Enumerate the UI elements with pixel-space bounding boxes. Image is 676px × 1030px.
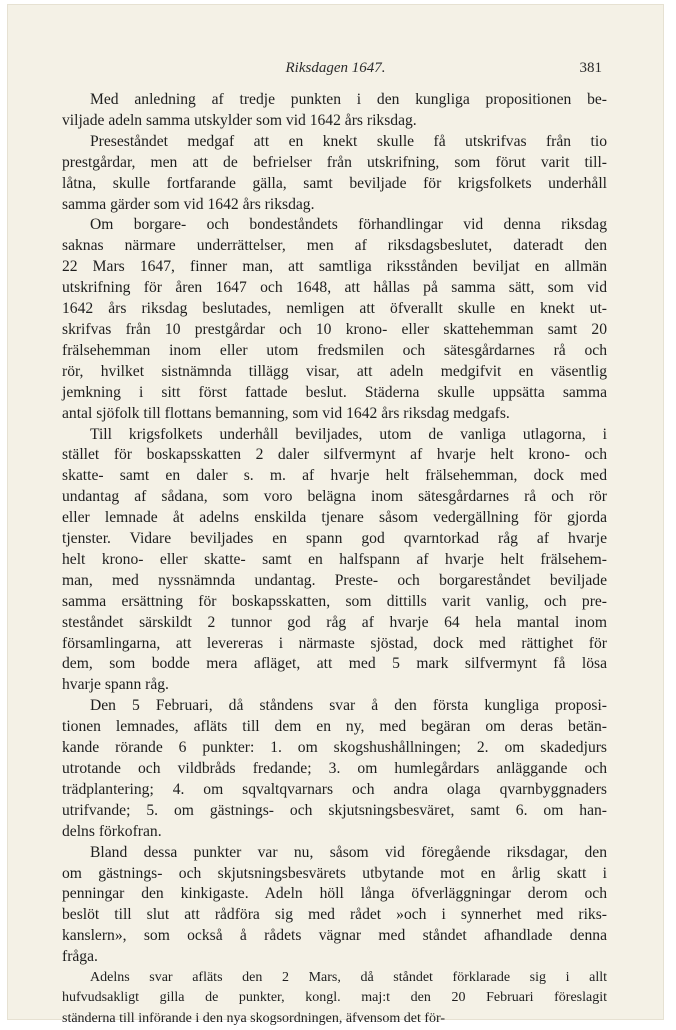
text-line: penningar den kinkigaste. Adeln höll långa öfverläggningar derom och — [62, 885, 607, 903]
paragraph — [62, 843, 607, 968]
text-line: undantag af sådana, som voro belägna inom sätesgårdarnes rå och rör — [62, 488, 607, 506]
text-line: samma ersättning för boskapsskatten, som dittills varit vanlig, och pre- — [62, 592, 607, 610]
text-line: Adelns svar afläts den 2 Mars, då ståndet förklarade sig i allt — [90, 970, 607, 986]
text-line: prestgårdar, men att de befrielser från utskrifning, som förut varit till- — [62, 153, 607, 171]
book-page — [7, 4, 664, 1026]
text-line: dem, som bodde mera afläget, att med 5 mark silfvermynt få lösa — [62, 655, 607, 673]
text-line: 1642 års riksdag beslutades, nemligen att öfverallt skulle en knekt ut- — [62, 300, 607, 318]
paragraph — [62, 90, 607, 132]
text-line: skatte- samt en daler s. m. af hvarje helt frälsehemman, dock med — [62, 467, 607, 485]
text-line: kande rörande 6 punkter: 1. om skogshushållningen; 2. om skadedjurs — [62, 739, 607, 757]
text-line: fråga. — [62, 948, 98, 966]
text-line: man, med nyssnämnda undantag. Preste- och borgareståndet beviljade — [62, 571, 607, 589]
text-line: Preseståndet medgaf att en knekt skulle få utskrifvas från tio — [90, 132, 607, 150]
text-line: frälsehemman inom eller utom fredsmilen och sätesgårdarnes rå och — [62, 341, 607, 359]
text-line: helt krono- eller skatte- samt en halfspann af hvarje helt frälsehem- — [62, 550, 607, 568]
running-title: Riksdagen 1647. — [285, 60, 386, 76]
text-line: samma gärder som vid 1642 års riksdag. — [62, 195, 315, 213]
paragraph — [62, 968, 607, 1029]
text-line: eller lemnade åt adelns enskilda tjenare såsom vedergällning för gjorda — [62, 509, 607, 527]
running-head — [7, 58, 664, 82]
text-line: tjenster. Vidare beviljades en spann god qvarntorkad råg af hvarje — [62, 530, 607, 548]
paragraph — [62, 425, 607, 697]
text-line: saknas närmare underrättelser, men af riksdagsbeslutet, dateradt den — [62, 237, 607, 255]
text-line: utskrifning för åren 1647 och 1648, att hållas på samma sätt, som vid — [62, 279, 607, 297]
text-line: ständerna till införande i den nya skogsordningen, äfvensom det för- — [62, 1010, 446, 1026]
text-line: stället för boskapsskatten 2 daler silfvermynt af hvarje helt krono- och — [62, 446, 607, 464]
page-number: 381 — [579, 60, 602, 76]
text-line: församlingarna, att levereras i närmaste sjöstad, dock med rättighet för — [62, 634, 607, 652]
text-line: antal sjöfolk till flottans bemanning, som vid 1642 års riksdag medgafs. — [62, 404, 510, 422]
text-line: Till krigsfolkets underhåll beviljades, utom de vanliga utlagorna, i — [90, 425, 607, 443]
body-text — [62, 90, 607, 1029]
text-line: delns förkofran. — [62, 822, 162, 840]
text-line: Den 5 Februari, då ståndens svar å den första kungliga proposi- — [90, 697, 607, 715]
paragraph — [62, 696, 607, 842]
text-line: Bland dessa punkter var nu, såsom vid föregående riksdagar, den — [90, 843, 607, 861]
text-line: hvarje spann råg. — [62, 676, 169, 694]
text-line: om gästnings- och skjutsningsbesvärets utbytande mot en årlig skatt i — [62, 864, 607, 882]
text-line: låtna, skulle fortfarande gälla, samt beviljade för krigsfolkets underhåll — [62, 174, 607, 192]
paragraph — [62, 215, 607, 424]
text-line: skrifvas från 10 prestgårdar och 10 krono- eller skattehemman samt 20 — [62, 320, 607, 338]
text-line: utrifvande; 5. om gästnings- och skjutsningsbesväret, samt 6. om han- — [62, 801, 607, 819]
text-line: beslöt till slut att rådföra sig med rådet »och i synnerhet med riks- — [62, 906, 607, 924]
text-line: Om borgare- och bondeståndets förhandlingar vid denna riksdag — [90, 216, 607, 234]
text-line: utrotande och vildbråds fredande; 3. om humlegårdars anläggande och — [62, 760, 607, 777]
text-line: Med anledning af tredje punkten i den kungliga propositionen be- — [90, 91, 607, 108]
text-line: 22 Mars 1647, finner man, att samtliga riksstånden beviljat en allmän — [62, 258, 607, 276]
paragraph — [62, 132, 607, 216]
text-line: steståndet särskildt 2 tunnor god råg af hvarje 64 hela mantal inom — [62, 613, 607, 631]
text-line: jemkning i sitt först fattade beslut. Städerna skulle uppsätta samma — [62, 383, 607, 401]
text-line: kanslern», som också å rådets vägnar med ståndet afhandlade denna — [62, 927, 607, 945]
text-line: tionen lemnades, afläts till dem en ny, med begäran om deras betän- — [62, 718, 607, 736]
text-line: rör, hvilket sistnämnda tillägg visar, att adeln medgifvit en väsentlig — [62, 362, 607, 380]
text-line: hufvudsakligt gilla de punkter, kongl. maj:t den 20 Februari föreslagit — [62, 990, 607, 1006]
text-line: trädplantering; 4. om sqvaltqvarnars och andra olaga qvarnbyggnaders — [62, 780, 607, 798]
text-line: viljade adeln samma utskylder som vid 1642 års riksdag. — [62, 111, 417, 129]
